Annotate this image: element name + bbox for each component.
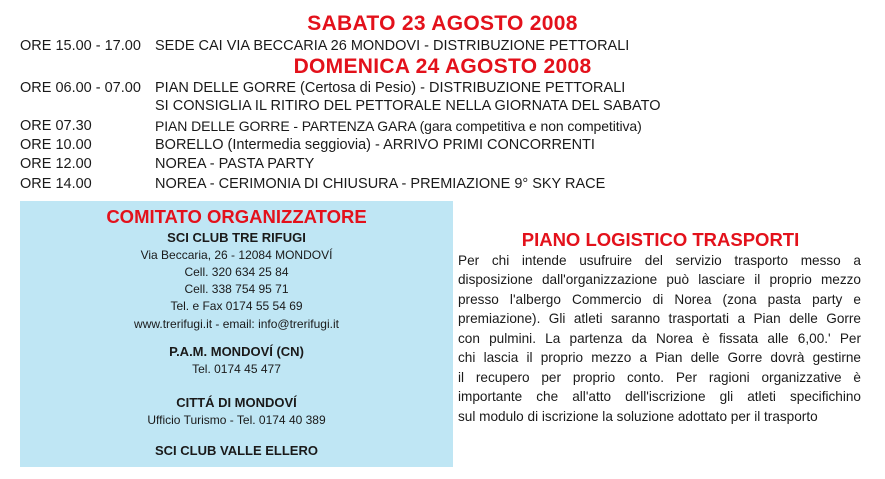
sunday-heading: DOMENICA 24 AGOSTO 2008 [293, 55, 592, 78]
schedule-time: ORE 06.00 - 07.00 [20, 80, 141, 96]
transport-line: Per chi intende usufruire del servizio trasporto messo a [458, 253, 861, 268]
committee-box [20, 201, 453, 467]
pam-tel: Tel. 0174 45 477 [192, 362, 281, 376]
club-name: SCI CLUB TRE RIFUGI [167, 230, 306, 245]
schedule-time: ORE 10.00 [20, 137, 92, 153]
schedule-time: ORE 15.00 - 17.00 [20, 38, 141, 54]
transport-title: PIANO LOGISTICO TRASPORTI [521, 229, 800, 250]
schedule-desc: NOREA - CERIMONIA DI CHIUSURA - PREMIAZIONE 9° SKY RACE [155, 176, 606, 192]
schedule-desc: PIAN DELLE GORRE - PARTENZA GARA (gara competitiva e non competitiva) [155, 118, 642, 134]
schedule-time: ORE 12.00 [20, 156, 92, 172]
city-name: CITTÁ DI MONDOVÍ [176, 395, 297, 410]
committee-title: COMITATO ORGANIZZATORE [106, 206, 367, 227]
transport-line: chi lascia il proprio mezzo a Pian delle Gorre dovrà gestirne [458, 350, 861, 365]
transport-line: con pulmini. La partenza da Norea è fissata alle 6,00.' Per [458, 331, 861, 346]
saturday-heading: SABATO 23 AGOSTO 2008 [307, 12, 578, 35]
schedule-desc: NOREA - PASTA PARTY [155, 156, 315, 172]
city-office: Ufficio Turismo - Tel. 0174 40 389 [147, 413, 326, 427]
schedule-desc: BORELLO (Intermedia seggiovia) - ARRIVO PRIMI CONCORRENTI [155, 137, 595, 153]
club-cell-1: Cell. 320 634 25 84 [184, 265, 289, 279]
club-tel-fax: Tel. e Fax 0174 55 54 69 [170, 299, 303, 313]
pam-name: P.A.M. MONDOVÍ (CN) [169, 344, 304, 359]
transport-line: presso l'albergo Commercio di Norea (zona pasta party e [458, 292, 861, 307]
schedule-time: ORE 14.00 [20, 176, 92, 192]
club-cell-2: Cell. 338 754 95 71 [184, 282, 289, 296]
transport-line: disposizione dall'organizzazione può lasciare il proprio mezzo [458, 272, 861, 287]
schedule-desc: SI CONSIGLIA IL RITIRO DEL PETTORALE NELLA GIORNATA DEL SABATO [155, 98, 661, 114]
transport-line: premiazione). Gli atleti saranno trasportati a Pian delle Gorre [458, 311, 861, 326]
club-web-email: www.trerifugi.it - email: info@trerifugi.it [134, 317, 339, 331]
transport-line: il recupero per proprio conto. Per ragioni organizzative è [458, 370, 861, 385]
transport-line: importante che all'atto dell'iscrizione gli atleti specifichino [458, 389, 861, 404]
schedule-time: ORE 07.30 [20, 118, 92, 134]
club-address: Via Beccaria, 26 - 12084 MONDOVÍ [140, 248, 333, 262]
schedule-desc: SEDE CAI VIA BECCARIA 26 MONDOVI - DISTRIBUZIONE PETTORALI [155, 38, 630, 54]
schedule-desc: PIAN DELLE GORRE (Certosa di Pesio) - DISTRIBUZIONE PETTORALI [155, 80, 626, 96]
transport-line: sul modulo di iscrizione la soluzione adottato per il trasporto [458, 409, 818, 424]
valle-ellero: SCI CLUB VALLE ELLERO [155, 443, 318, 458]
